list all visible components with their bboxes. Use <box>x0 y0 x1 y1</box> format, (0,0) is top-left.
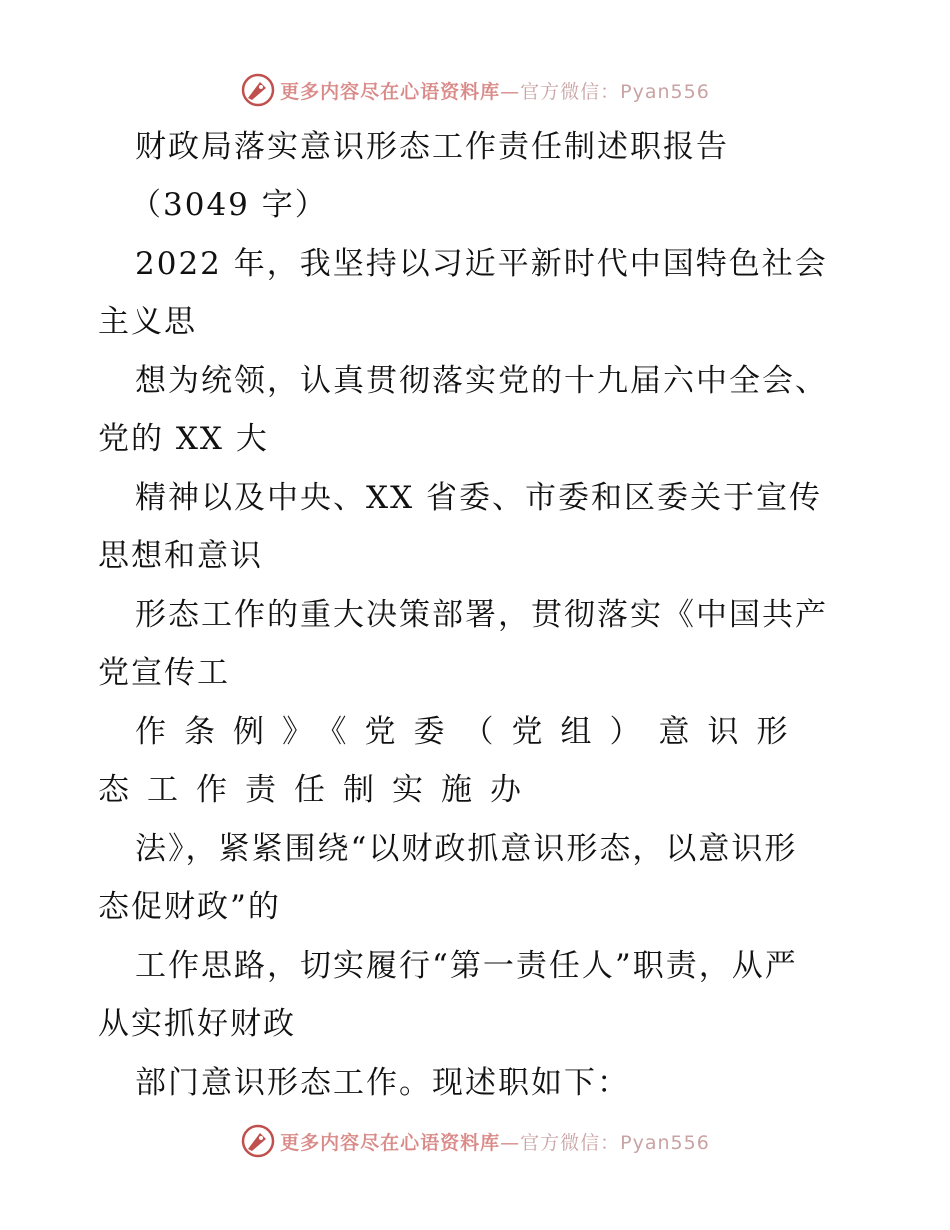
word-count: （3049 字） <box>130 187 328 223</box>
body-line: 精神以及中央、XX 省委、市委和区委关于宣传 <box>135 480 822 516</box>
body-line: 作条例》《党委（党组）意识形 <box>135 714 806 750</box>
watermark-wechat-text: 官方微信：Pyan556 <box>520 80 710 103</box>
watermark-header <box>0 70 950 110</box>
watermark-separator: — <box>500 80 521 103</box>
pen-nib-icon <box>240 1123 276 1159</box>
pen-nib-icon <box>240 72 276 108</box>
body-line: 态工作责任制实施办 <box>98 772 539 808</box>
body-line: 思想和意识 <box>98 538 263 574</box>
body-line: 党宣传工 <box>98 655 230 691</box>
watermark-main-text: 更多内容尽在心语资料库 <box>280 1131 501 1154</box>
body-line: 态促财政”的 <box>98 889 281 925</box>
body-line: 从实抓好财政 <box>98 1006 296 1042</box>
body-line: 形态工作的重大决策部署，贯彻落实《中国共产 <box>135 597 828 633</box>
watermark-main-text: 更多内容尽在心语资料库 <box>280 80 501 103</box>
watermark-wechat-text: 官方微信：Pyan556 <box>520 1131 710 1154</box>
watermark-separator: — <box>500 1131 521 1154</box>
body-line: 想为统领，认真贯彻落实党的十九届六中全会、 <box>135 363 828 399</box>
body-line: 党的 XX 大 <box>98 421 269 457</box>
body-line: 法》，紧紧围绕“以财政抓意识形态，以意识形 <box>135 831 798 867</box>
body-line: 2022 年，我坚持以习近平新时代中国特色社会 <box>135 246 828 282</box>
body-line: 主义思 <box>98 304 197 340</box>
body-line: 部门意识形态工作。现述职如下： <box>135 1065 630 1101</box>
body-line: 工作思路，切实履行“第一责任人”职责，从严 <box>135 948 798 984</box>
watermark-footer <box>0 1121 950 1161</box>
document-title: 财政局落实意识形态工作责任制述职报告 <box>135 129 729 165</box>
